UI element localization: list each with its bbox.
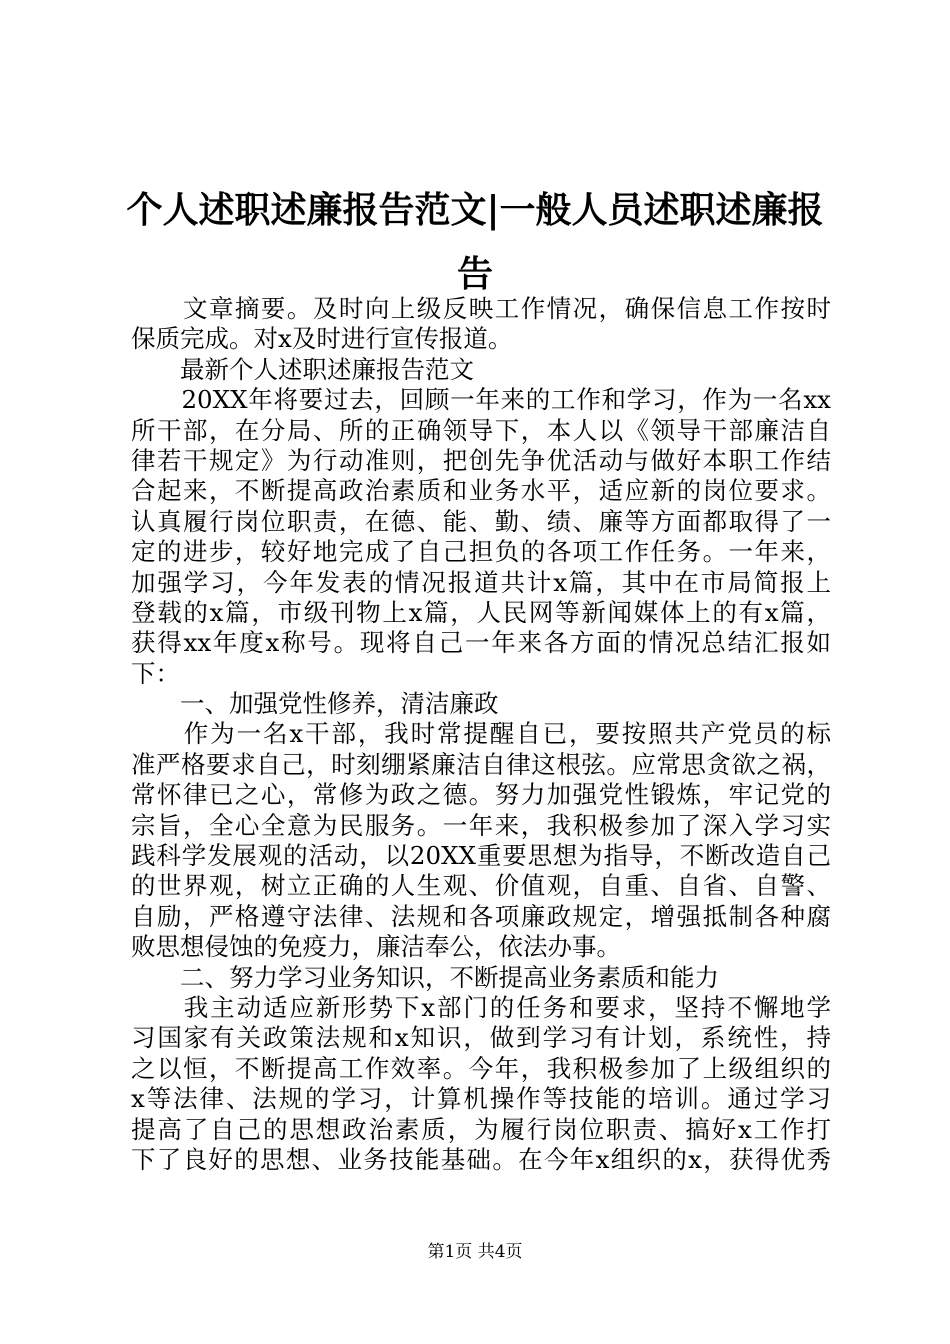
body-line: 宗旨，全心全意为民服务。一年来，我积极参加了深入学习实 xyxy=(131,810,831,840)
body-line: 律若干规定》为行动准则，把创先争优活动与做好本职工作结 xyxy=(131,445,831,475)
body-line: 登载的x篇，市级刊物上x篇，人民网等新闻媒体上的有x篇， xyxy=(131,597,831,627)
body-line: 下了良好的思想、业务技能基础。在今年x组织的x，获得优秀 xyxy=(131,1144,831,1174)
body-text xyxy=(131,294,831,1175)
body-line: 习国家有关政策法规和x知识，做到学习有计划，系统性，持 xyxy=(131,1023,831,1053)
body-line: 准严格要求自己，时刻绷紧廉洁自律这根弦。应常思贪欲之祸， xyxy=(131,749,831,779)
body-line: 常怀律已之心，常修为政之德。努力加强党性锻炼，牢记党的 xyxy=(131,780,831,810)
body-line: 践科学发展观的活动，以20XX重要思想为指导，不断改造自己 xyxy=(131,841,831,871)
body-line: 认真履行岗位职责，在德、能、勤、绩、廉等方面都取得了一 xyxy=(131,506,831,536)
body-line: 之以恒，不断提高工作效率。今年，我积极参加了上级组织的 xyxy=(131,1053,831,1083)
body-line: x等法律、法规的学习，计算机操作等技能的培训。通过学习 xyxy=(131,1084,831,1114)
title-line: 告 xyxy=(456,253,493,295)
body-line: 保质完成。对x及时进行宣传报道。 xyxy=(131,324,513,354)
body-line: 最新个人述职述廉报告范文 xyxy=(131,354,474,384)
body-line: 一、加强党性修养，清洁廉政 xyxy=(131,689,499,719)
body-line: 20XX年将要过去，回顾一年来的工作和学习，作为一名xx xyxy=(131,385,831,415)
title-line: 个人述职述廉报告范文|一般人员述职述廉报 xyxy=(126,189,824,231)
body-line: 败思想侵蚀的免疫力，廉洁奉公，依法办事。 xyxy=(131,932,621,962)
body-line: 二、努力学习业务知识，不断提高业务素质和能力 xyxy=(131,962,719,992)
body-line: 定的进步，较好地完成了自己担负的各项工作任务。一年来， xyxy=(131,537,831,567)
body-line: 作为一名x干部，我时常提醒自已，要按照共产党员的标 xyxy=(131,719,831,749)
body-line: 我主动适应新形势下x部门的任务和要求，坚持不懈地学 xyxy=(131,992,831,1022)
body-line: 获得xx年度x称号。现将自己一年来各方面的情况总结汇报如 xyxy=(131,628,831,658)
body-line: 的世界观，树立正确的人生观、价值观，自重、自省、自警、 xyxy=(131,871,831,901)
page-footer: 第1页 共4页 xyxy=(427,1242,523,1262)
body-line: 加强学习，今年发表的情况报道共计x篇，其中在市局简报上 xyxy=(131,567,831,597)
body-line: 下： xyxy=(131,658,180,688)
body-line: 合起来，不断提高政治素质和业务水平，适应新的岗位要求。 xyxy=(131,476,831,506)
body-line: 提高了自己的思想政治素质，为履行岗位职责、搞好x工作打 xyxy=(131,1114,831,1144)
body-line: 文章摘要。及时向上级反映工作情况，确保信息工作按时 xyxy=(131,294,831,323)
page-title xyxy=(100,178,850,306)
body-line: 自励，严格遵守法律、法规和各项廉政规定，增强抵制各种腐 xyxy=(131,901,831,931)
body-line: 所干部，在分局、所的正确领导下，本人以《领导干部廉洁自 xyxy=(131,415,831,445)
